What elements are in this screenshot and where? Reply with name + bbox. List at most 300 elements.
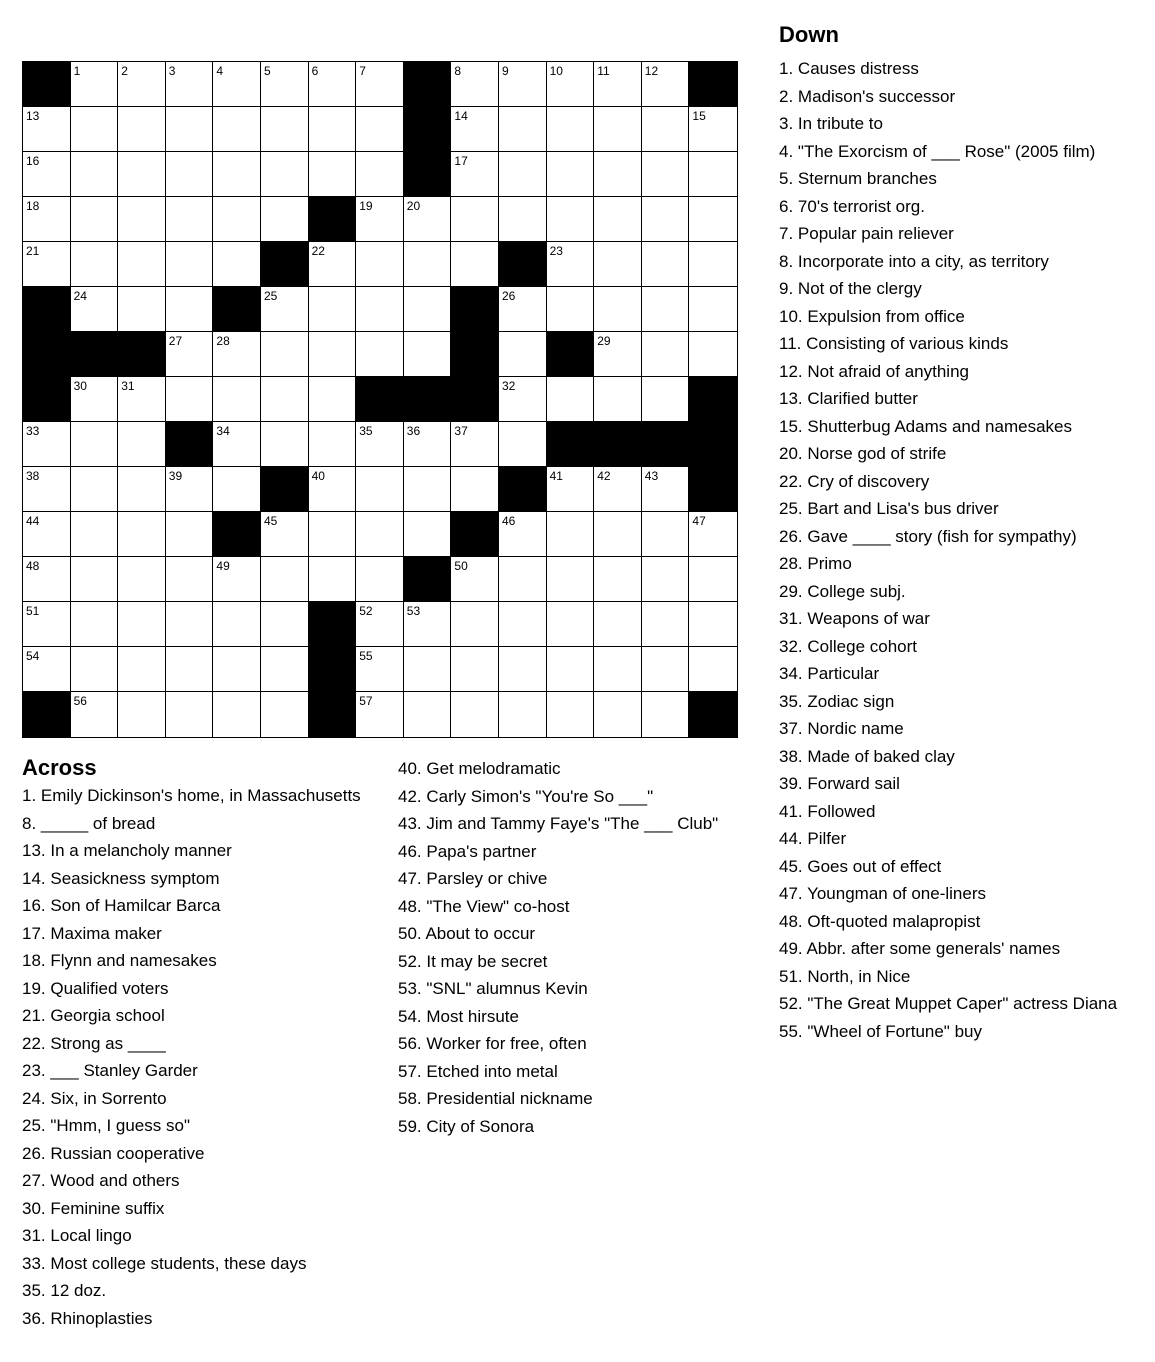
cell-number: 48 <box>26 559 40 573</box>
grid-cell[interactable] <box>499 377 547 422</box>
grid-cell[interactable] <box>689 287 737 332</box>
grid-cell[interactable] <box>213 152 261 197</box>
grid-cell[interactable] <box>118 287 166 332</box>
grid-cell[interactable] <box>547 197 595 242</box>
grid-cell[interactable] <box>118 62 166 107</box>
grid-cell[interactable] <box>356 602 404 647</box>
grid-cell[interactable] <box>356 107 404 152</box>
clue-item[interactable] <box>22 920 367 948</box>
clue-number: 1. <box>22 786 37 805</box>
clue-item[interactable] <box>779 83 1149 111</box>
grid-cell[interactable] <box>118 422 166 467</box>
grid-cell[interactable] <box>642 467 690 512</box>
grid-cell[interactable] <box>309 152 357 197</box>
clue-text: Flynn and namesakes <box>50 951 217 970</box>
grid-cell[interactable] <box>309 557 357 602</box>
clue-item[interactable] <box>22 865 367 893</box>
clue-item[interactable] <box>398 893 728 921</box>
clue-text: Norse god of strife <box>807 444 947 463</box>
clue-number: 36. <box>22 1308 46 1328</box>
grid-cell[interactable] <box>166 242 214 287</box>
clue-item[interactable] <box>779 330 1149 358</box>
grid-cell[interactable] <box>499 152 547 197</box>
grid-cell[interactable] <box>309 332 357 377</box>
clue-item[interactable] <box>779 908 1149 936</box>
clue-item[interactable] <box>22 1112 367 1140</box>
grid-cell[interactable] <box>166 377 214 422</box>
clue-item[interactable] <box>398 755 728 783</box>
grid-cell[interactable] <box>451 647 499 692</box>
grid-cell[interactable] <box>356 512 404 557</box>
grid-cell[interactable] <box>166 197 214 242</box>
grid-cell[interactable] <box>689 152 737 197</box>
clue-item[interactable] <box>779 523 1149 551</box>
grid-cell[interactable] <box>451 62 499 107</box>
across-clue-list-col1 <box>22 782 367 1332</box>
clue-item[interactable] <box>22 892 367 920</box>
clue-item[interactable] <box>398 810 728 838</box>
grid-cell[interactable] <box>166 62 214 107</box>
grid-cell[interactable] <box>594 602 642 647</box>
grid-cell[interactable] <box>213 602 261 647</box>
clue-item[interactable] <box>779 633 1149 661</box>
clue-item[interactable] <box>779 605 1149 633</box>
grid-cell[interactable] <box>213 692 261 737</box>
grid-cell[interactable] <box>356 692 404 737</box>
grid-cell[interactable] <box>356 287 404 332</box>
grid-cell[interactable] <box>261 512 309 557</box>
clue-item[interactable] <box>22 1002 367 1030</box>
grid-cell[interactable] <box>499 557 547 602</box>
grid-cell[interactable] <box>23 197 71 242</box>
grid-cell[interactable] <box>71 152 119 197</box>
grid-cell[interactable] <box>261 422 309 467</box>
grid-cell[interactable] <box>166 287 214 332</box>
grid-cell[interactable] <box>71 197 119 242</box>
grid-cell[interactable] <box>594 467 642 512</box>
grid-cell[interactable] <box>118 602 166 647</box>
grid-cell[interactable] <box>594 287 642 332</box>
clue-item[interactable] <box>779 413 1149 441</box>
grid-cell[interactable] <box>547 152 595 197</box>
grid-cell[interactable] <box>213 62 261 107</box>
grid-cell[interactable] <box>404 422 452 467</box>
grid-cell[interactable] <box>356 332 404 377</box>
grid-cell[interactable] <box>642 332 690 377</box>
grid-cell[interactable] <box>118 107 166 152</box>
grid-cell[interactable] <box>689 107 737 152</box>
clue-item[interactable] <box>398 975 728 1003</box>
grid-cell[interactable] <box>261 332 309 377</box>
clue-item[interactable] <box>22 1222 367 1250</box>
clue-item[interactable] <box>398 1113 728 1141</box>
clue-number: 35. <box>22 1281 46 1300</box>
clue-item[interactable] <box>398 1058 728 1086</box>
grid-cell[interactable] <box>118 512 166 557</box>
grid-cell[interactable] <box>71 602 119 647</box>
clue-item[interactable] <box>779 743 1149 771</box>
grid-cell[interactable] <box>166 107 214 152</box>
grid-cell[interactable] <box>404 287 452 332</box>
clue-item[interactable] <box>779 358 1149 386</box>
grid-cell[interactable] <box>261 107 309 152</box>
clue-number: 19. <box>22 978 46 998</box>
clue-item[interactable] <box>779 55 1149 83</box>
black-square <box>404 62 452 107</box>
grid-cell[interactable] <box>118 692 166 737</box>
cell-number: 6 <box>311 64 319 78</box>
grid-cell[interactable] <box>451 422 499 467</box>
grid-cell[interactable] <box>594 692 642 737</box>
clue-item[interactable] <box>779 385 1149 413</box>
grid-cell[interactable] <box>309 287 357 332</box>
grid-cell[interactable] <box>451 242 499 287</box>
clue-item[interactable] <box>779 660 1149 688</box>
clue-item[interactable] <box>779 798 1149 826</box>
cell-number: 42 <box>597 469 611 483</box>
grid-cell[interactable] <box>71 647 119 692</box>
clue-item[interactable] <box>779 138 1149 166</box>
clue-item[interactable] <box>22 782 367 810</box>
clue-item[interactable] <box>22 1030 367 1058</box>
grid-cell[interactable] <box>118 152 166 197</box>
clue-item[interactable] <box>22 1167 367 1195</box>
clue-item[interactable] <box>22 947 367 975</box>
cell-number: 45 <box>263 514 278 528</box>
clue-item[interactable] <box>398 920 728 948</box>
grid-cell[interactable] <box>309 512 357 557</box>
grid-cell[interactable] <box>71 377 119 422</box>
cell-number: 10 <box>549 64 563 78</box>
grid-cell[interactable] <box>213 647 261 692</box>
grid-cell[interactable] <box>594 107 642 152</box>
grid-cell[interactable] <box>356 242 404 287</box>
grid-cell[interactable] <box>261 557 309 602</box>
clue-item[interactable] <box>779 248 1149 276</box>
grid-cell[interactable] <box>166 332 214 377</box>
clue-item[interactable] <box>22 975 367 1003</box>
grid-cell[interactable] <box>404 692 452 737</box>
grid-cell[interactable] <box>451 107 499 152</box>
grid-cell[interactable] <box>499 107 547 152</box>
grid-cell[interactable] <box>594 377 642 422</box>
grid-cell[interactable] <box>642 242 690 287</box>
clue-text: Parsley or chive <box>426 869 548 888</box>
grid-cell[interactable] <box>309 422 357 467</box>
cell-number: 23 <box>549 244 563 258</box>
clue-text: Nordic name <box>807 719 904 738</box>
clue-number: 10. <box>779 306 803 326</box>
grid-cell[interactable] <box>166 557 214 602</box>
cell-number: 28 <box>216 334 230 348</box>
grid-cell[interactable] <box>213 197 261 242</box>
grid-cell[interactable] <box>642 602 690 647</box>
grid-cell[interactable] <box>309 107 357 152</box>
grid-cell[interactable] <box>356 197 404 242</box>
clue-item[interactable] <box>398 1030 728 1058</box>
grid-cell[interactable] <box>71 692 119 737</box>
grid-cell[interactable] <box>404 197 452 242</box>
grid-cell[interactable] <box>594 512 642 557</box>
grid-cell[interactable] <box>547 647 595 692</box>
grid-cell[interactable] <box>594 62 642 107</box>
grid-cell[interactable] <box>356 647 404 692</box>
clue-item[interactable] <box>398 1003 728 1031</box>
grid-cell[interactable] <box>118 647 166 692</box>
cell-number: 30 <box>73 379 87 393</box>
grid-cell[interactable] <box>71 512 119 557</box>
grid-cell[interactable] <box>499 602 547 647</box>
grid-cell[interactable] <box>499 287 547 332</box>
clue-item[interactable] <box>398 1085 728 1113</box>
clue-item[interactable] <box>779 1018 1149 1046</box>
grid-cell[interactable] <box>213 422 261 467</box>
clue-item[interactable] <box>779 990 1149 1018</box>
clue-item[interactable] <box>779 110 1149 138</box>
grid-cell[interactable] <box>594 332 642 377</box>
grid-cell[interactable] <box>309 377 357 422</box>
grid-cell[interactable] <box>499 512 547 557</box>
black-square <box>213 287 261 332</box>
grid-cell[interactable] <box>594 647 642 692</box>
grid-cell[interactable] <box>261 197 309 242</box>
grid-cell[interactable] <box>23 107 71 152</box>
clue-item[interactable] <box>779 688 1149 716</box>
grid-cell[interactable] <box>166 602 214 647</box>
grid-cell[interactable] <box>23 152 71 197</box>
clue-number: 3. <box>779 114 794 133</box>
clue-number: 1. <box>779 59 794 78</box>
grid-cell[interactable] <box>451 692 499 737</box>
clue-item[interactable] <box>22 1195 367 1223</box>
grid-cell[interactable] <box>356 422 404 467</box>
grid-cell[interactable] <box>689 557 737 602</box>
grid-cell[interactable] <box>594 197 642 242</box>
grid-cell[interactable] <box>642 692 690 737</box>
grid-cell[interactable] <box>213 467 261 512</box>
grid-cell[interactable] <box>642 647 690 692</box>
grid-cell[interactable] <box>118 467 166 512</box>
grid-cell[interactable] <box>499 197 547 242</box>
grid-cell[interactable] <box>118 242 166 287</box>
grid-cell[interactable] <box>451 557 499 602</box>
grid-cell[interactable] <box>213 332 261 377</box>
grid-cell[interactable] <box>594 152 642 197</box>
grid-cell[interactable] <box>689 197 737 242</box>
grid-cell[interactable] <box>356 62 404 107</box>
grid-cell[interactable] <box>689 242 737 287</box>
grid-cell[interactable] <box>261 647 309 692</box>
clue-text: "Wheel of Fortune" buy <box>807 1021 982 1041</box>
grid-cell[interactable] <box>261 377 309 422</box>
cell-number: 29 <box>597 334 611 348</box>
black-square <box>118 332 166 377</box>
clue-item[interactable] <box>779 715 1149 743</box>
grid-cell[interactable] <box>166 512 214 557</box>
clue-text: Forward sail <box>807 774 900 793</box>
clue-number: 28. <box>779 554 803 573</box>
grid-cell[interactable] <box>71 62 119 107</box>
black-square <box>404 107 452 152</box>
grid-cell[interactable] <box>356 467 404 512</box>
grid-cell[interactable] <box>404 467 452 512</box>
grid-cell[interactable] <box>166 152 214 197</box>
grid-cell[interactable] <box>404 242 452 287</box>
grid-cell[interactable] <box>499 422 547 467</box>
grid-cell[interactable] <box>166 647 214 692</box>
grid-cell[interactable] <box>642 62 690 107</box>
clue-item[interactable] <box>22 1250 367 1278</box>
clue-item[interactable] <box>779 770 1149 798</box>
grid-cell[interactable] <box>689 332 737 377</box>
grid-cell[interactable] <box>642 197 690 242</box>
grid-cell[interactable] <box>213 242 261 287</box>
grid-cell[interactable] <box>642 377 690 422</box>
grid-cell[interactable] <box>594 242 642 287</box>
clue-item[interactable] <box>779 193 1149 221</box>
cell-number: 32 <box>501 379 516 393</box>
cell-number: 41 <box>549 469 563 483</box>
clue-item[interactable] <box>779 468 1149 496</box>
clue-item[interactable] <box>22 1085 367 1113</box>
cell-number: 20 <box>406 199 421 213</box>
clue-item[interactable] <box>779 165 1149 193</box>
grid-cell[interactable] <box>404 647 452 692</box>
grid-cell[interactable] <box>404 332 452 377</box>
grid-cell[interactable] <box>499 332 547 377</box>
clue-number: 8. <box>779 251 794 271</box>
grid-cell[interactable] <box>356 557 404 602</box>
grid-cell[interactable] <box>261 692 309 737</box>
grid-cell[interactable] <box>547 467 595 512</box>
grid-cell[interactable] <box>213 377 261 422</box>
clue-item[interactable] <box>779 963 1149 991</box>
grid-cell[interactable] <box>71 287 119 332</box>
grid-cell[interactable] <box>23 467 71 512</box>
clue-item[interactable] <box>22 837 367 865</box>
grid-cell[interactable] <box>166 467 214 512</box>
grid-cell[interactable] <box>547 602 595 647</box>
grid-cell[interactable] <box>451 602 499 647</box>
grid-cell[interactable] <box>23 557 71 602</box>
clue-item[interactable] <box>22 1277 367 1305</box>
clue-item[interactable] <box>22 810 367 838</box>
grid-cell[interactable] <box>451 152 499 197</box>
grid-cell[interactable] <box>547 557 595 602</box>
clue-item[interactable] <box>779 303 1149 331</box>
clue-item[interactable] <box>22 1305 367 1333</box>
clue-item[interactable] <box>398 948 728 976</box>
clue-item[interactable] <box>398 838 728 866</box>
grid-cell[interactable] <box>499 692 547 737</box>
clue-text: Jim and Tammy Faye's "The ___ Club" <box>426 814 719 833</box>
grid-cell[interactable] <box>23 422 71 467</box>
grid-cell[interactable] <box>261 62 309 107</box>
grid-cell[interactable] <box>642 152 690 197</box>
black-square <box>547 422 595 467</box>
clue-item[interactable] <box>398 783 728 811</box>
clue-item[interactable] <box>779 550 1149 578</box>
grid-cell[interactable] <box>642 287 690 332</box>
grid-cell[interactable] <box>23 242 71 287</box>
clue-item[interactable] <box>22 1057 367 1085</box>
grid-cell[interactable] <box>404 602 452 647</box>
grid-cell[interactable] <box>451 467 499 512</box>
clue-item[interactable] <box>779 220 1149 248</box>
clue-number: 50. <box>398 924 422 943</box>
grid-cell[interactable] <box>642 107 690 152</box>
grid-cell[interactable] <box>594 557 642 602</box>
cell-number: 24 <box>73 289 87 303</box>
clue-item[interactable] <box>779 275 1149 303</box>
grid-cell[interactable] <box>547 287 595 332</box>
cell-number: 33 <box>26 424 40 438</box>
grid-cell[interactable] <box>547 512 595 557</box>
grid-cell[interactable] <box>71 107 119 152</box>
grid-cell[interactable] <box>642 557 690 602</box>
grid-cell[interactable] <box>71 422 119 467</box>
clue-item[interactable] <box>779 440 1149 468</box>
cell-number: 55 <box>359 649 373 663</box>
grid-cell[interactable] <box>23 647 71 692</box>
clue-item[interactable] <box>779 935 1149 963</box>
grid-cell[interactable] <box>309 62 357 107</box>
grid-cell[interactable] <box>499 647 547 692</box>
grid-cell[interactable] <box>547 377 595 422</box>
grid-cell[interactable] <box>23 512 71 557</box>
grid-cell[interactable] <box>213 107 261 152</box>
grid-cell[interactable] <box>547 242 595 287</box>
grid-cell[interactable] <box>689 602 737 647</box>
grid-cell[interactable] <box>71 557 119 602</box>
grid-cell[interactable] <box>451 197 499 242</box>
clue-item[interactable] <box>779 495 1149 523</box>
clue-item[interactable] <box>779 880 1149 908</box>
grid-cell[interactable] <box>166 692 214 737</box>
grid-cell[interactable] <box>71 242 119 287</box>
grid-cell[interactable] <box>261 602 309 647</box>
grid-cell[interactable] <box>213 557 261 602</box>
clue-item[interactable] <box>22 1140 367 1168</box>
grid-cell[interactable] <box>23 602 71 647</box>
grid-cell[interactable] <box>261 152 309 197</box>
clue-text: College cohort <box>807 636 917 656</box>
grid-cell[interactable] <box>309 467 357 512</box>
grid-cell[interactable] <box>71 467 119 512</box>
grid-cell[interactable] <box>689 512 737 557</box>
grid-cell[interactable] <box>309 242 357 287</box>
clue-text: Consisting of various kinds <box>806 334 1009 353</box>
clue-item[interactable] <box>779 853 1149 881</box>
grid-cell[interactable] <box>547 62 595 107</box>
grid-cell[interactable] <box>547 107 595 152</box>
clue-item[interactable] <box>779 578 1149 606</box>
clue-item[interactable] <box>398 865 728 893</box>
grid-cell[interactable] <box>689 647 737 692</box>
clue-item[interactable] <box>779 825 1149 853</box>
grid-cell[interactable] <box>404 512 452 557</box>
grid-cell[interactable] <box>118 377 166 422</box>
grid-cell[interactable] <box>118 197 166 242</box>
grid-cell[interactable] <box>118 557 166 602</box>
grid-cell[interactable] <box>499 62 547 107</box>
grid-cell[interactable] <box>547 692 595 737</box>
grid-cell[interactable] <box>642 512 690 557</box>
grid-cell[interactable] <box>356 152 404 197</box>
clue-text: Youngman of one-liners <box>807 884 987 903</box>
clue-number: 20. <box>779 444 803 463</box>
grid-cell[interactable] <box>261 287 309 332</box>
